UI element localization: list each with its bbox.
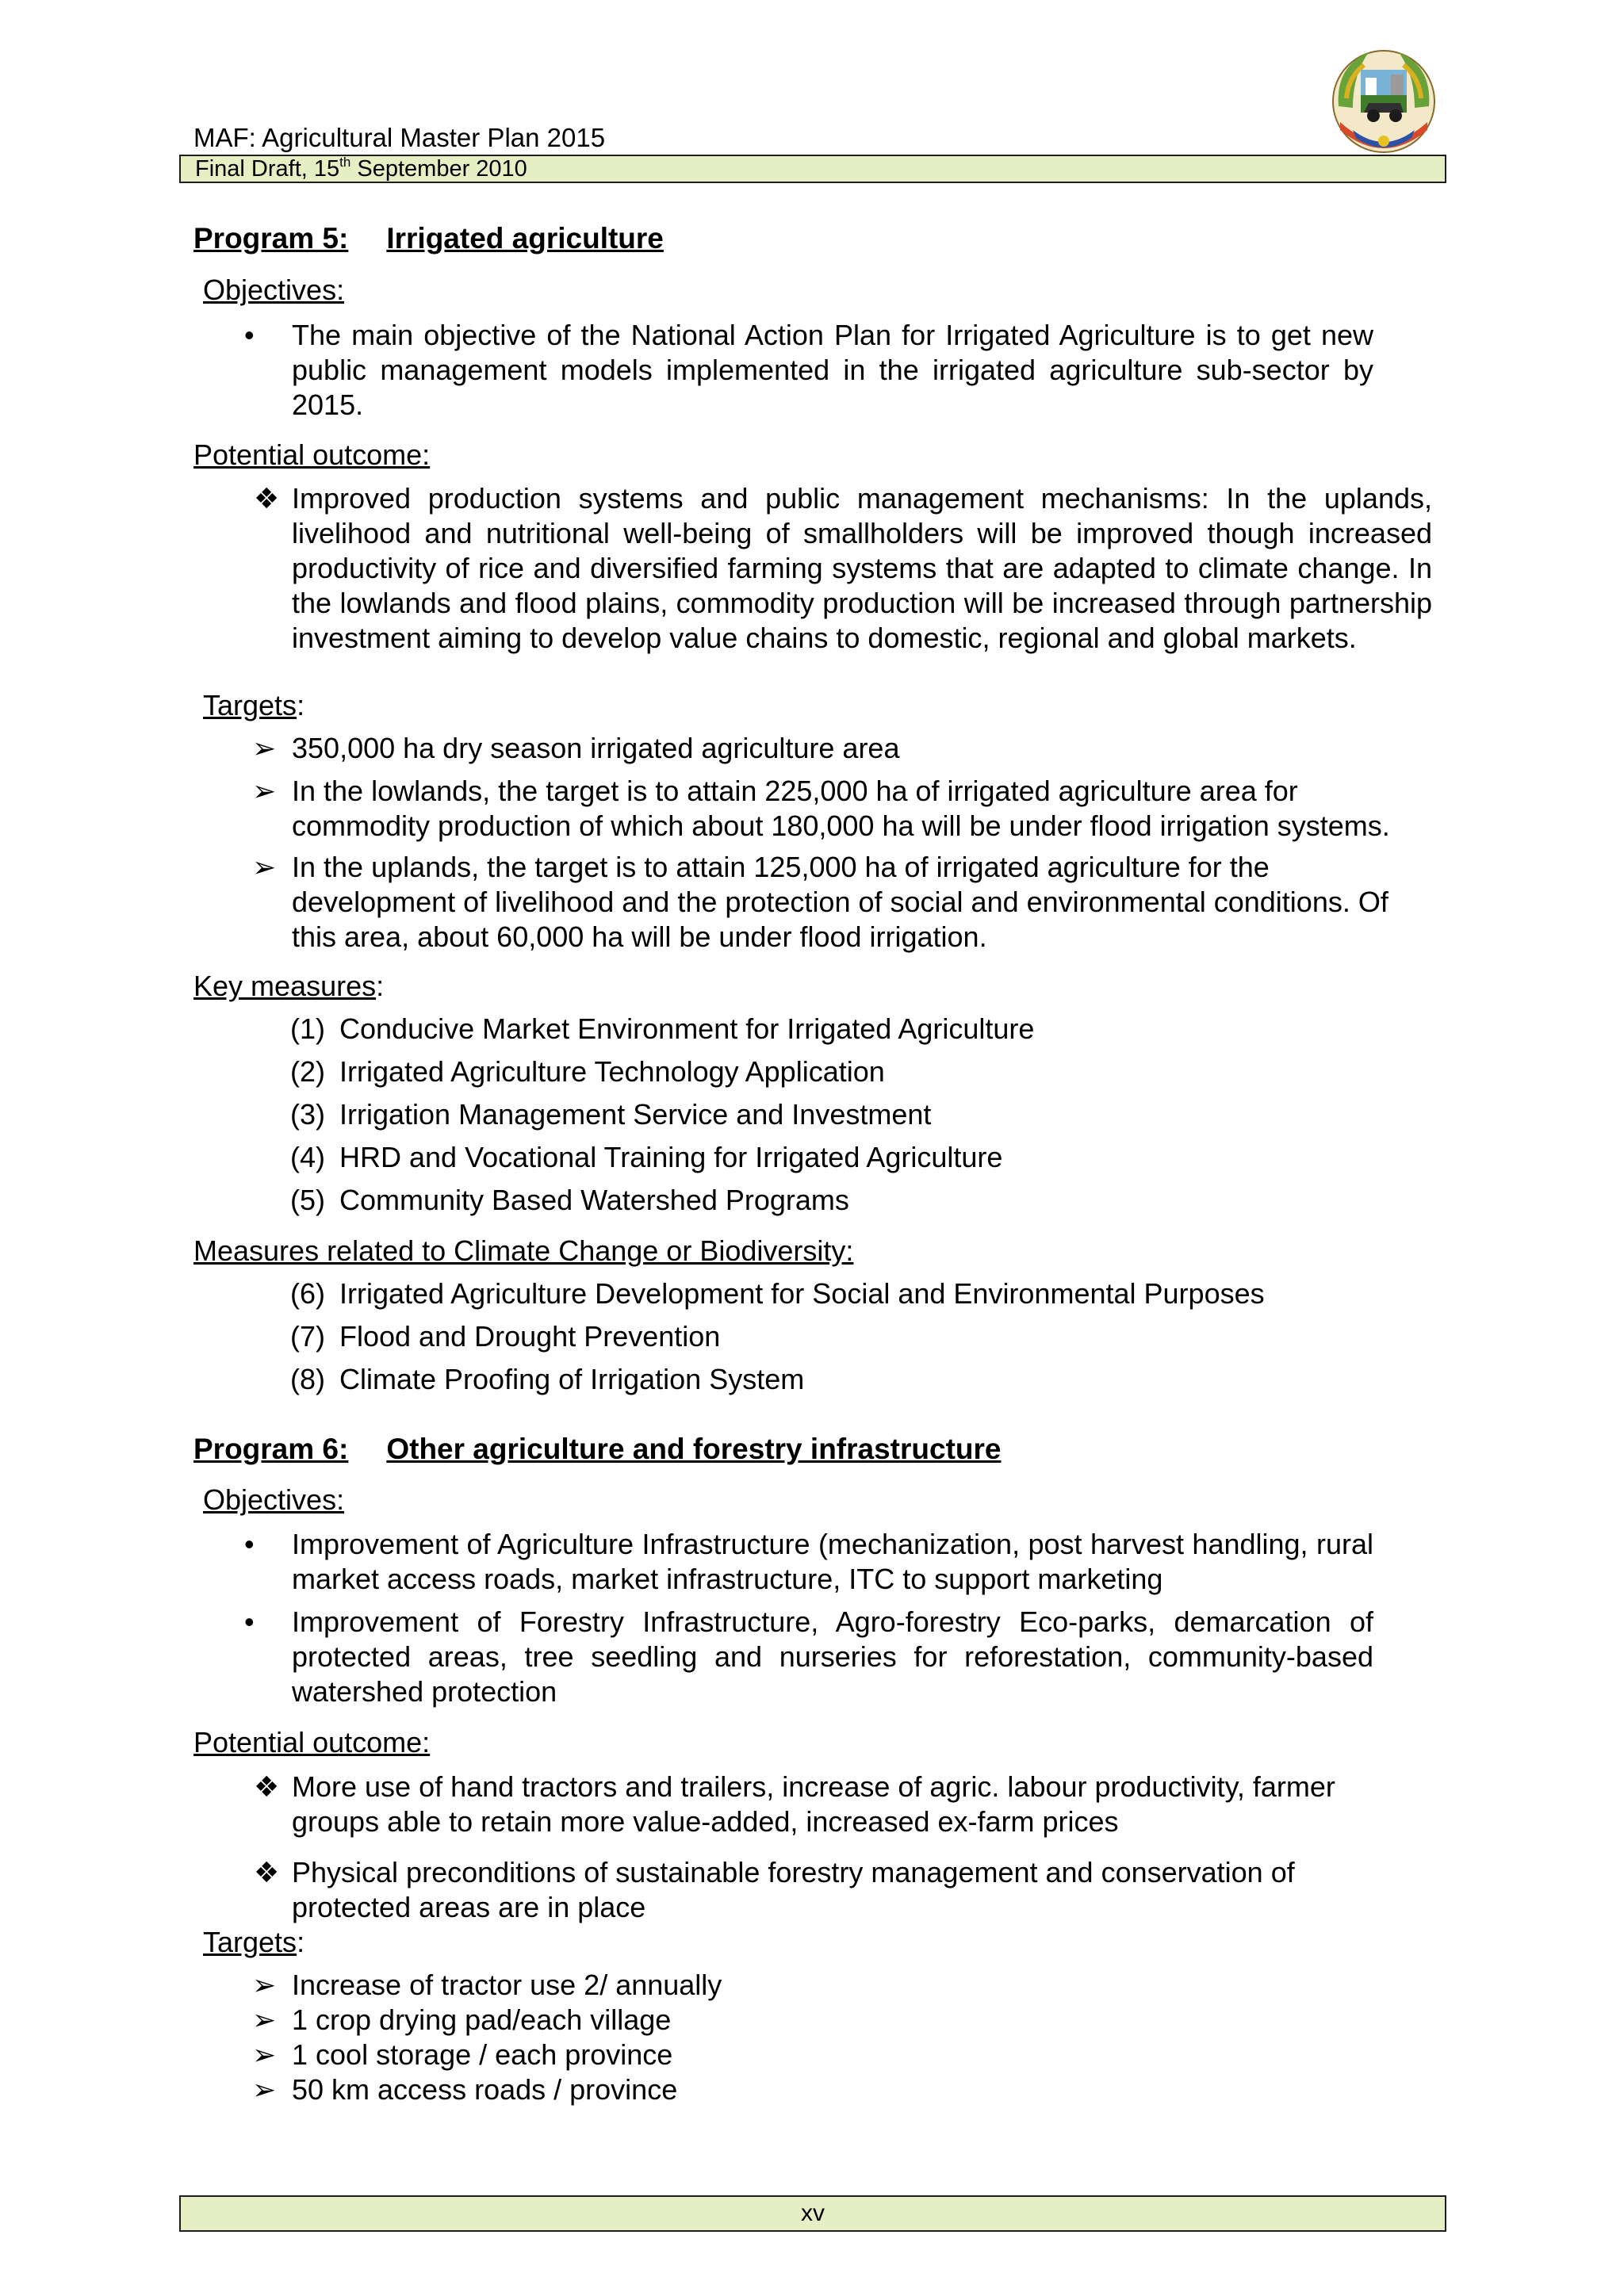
program6-number: Program 6: bbox=[193, 1433, 349, 1465]
p6-objective-1: Improvement of Agriculture Infrastructure (mechanization, post harvest handling, rural market access roads, market infrastructure, ITC to support marketing bbox=[292, 1528, 1373, 1595]
program5-number: Program 5: bbox=[193, 222, 349, 254]
p5-targets-label-row bbox=[203, 688, 304, 723]
p5-arrow-icon-3: ➢ bbox=[252, 851, 277, 883]
p5-measure-2-text: Irrigated Agriculture Technology Application bbox=[339, 1055, 885, 1088]
p5-bullet-icon: • bbox=[244, 319, 255, 351]
p5-measure-4-num: (4) bbox=[290, 1141, 325, 1173]
p5-measure-8 bbox=[290, 1362, 804, 1397]
footer-page-number: xv bbox=[179, 2195, 1446, 2232]
p5-target-1: 350,000 ha dry season irrigated agriculture area bbox=[292, 732, 900, 764]
p5-measure-5 bbox=[290, 1183, 849, 1218]
p5-target-2: In the lowlands, the target is to attain 225,000 ha of irrigated agriculture area for commodity production of which about 180,000 ha will be under flood irrigation systems. bbox=[292, 775, 1390, 842]
header-draft-band bbox=[179, 155, 1446, 183]
p5-measure-4 bbox=[290, 1140, 1002, 1175]
p5-measure-7-text: Flood and Drought Prevention bbox=[339, 1320, 721, 1353]
p6-outcome-2: Physical preconditions of sustainable forestry management and conservation of protected areas are in place bbox=[292, 1856, 1295, 1923]
p6-target-3: 1 cool storage / each province bbox=[292, 2038, 673, 2071]
p5-objective-1: The main objective of the National Action Plan for Irrigated Agriculture is to get new public management models implemented in the irrigated agriculture sub-sector by 2015. bbox=[292, 319, 1373, 421]
p5-measure-2 bbox=[290, 1054, 885, 1089]
p5-climate-label: Measures related to Climate Change or Biodiversity: bbox=[193, 1234, 854, 1267]
p5-measures-label: Key measures bbox=[193, 970, 377, 1002]
draft-prefix: Final Draft, 15 bbox=[195, 156, 340, 182]
p6-arrow-icon-3: ➢ bbox=[252, 2038, 277, 2071]
p6-outcome-label: Potential outcome: bbox=[193, 1726, 431, 1758]
p5-outcome-1-text: Improved production systems and public management mechanisms: In the uplands, livelihood and nutritional well-being of smallholders will be improved though increased productivity of rice and diversified farming systems that are adapted to climate change. In the lowlands and flood plains, commodity production will be increased through partnership investment aiming to develop value chains to domestic, regional and global markets. bbox=[292, 482, 1432, 654]
program6-name: Other agriculture and forestry infrastructure bbox=[386, 1433, 1002, 1465]
p5-measure-6 bbox=[290, 1276, 1265, 1311]
p6-targets-label: Targets bbox=[203, 1926, 297, 1958]
p5-measure-3-num: (3) bbox=[290, 1098, 325, 1131]
header-title: MAF: Agricultural Master Plan 2015 bbox=[193, 123, 606, 152]
p5-targets-colon: : bbox=[297, 689, 305, 721]
p6-bullet-icon-2: • bbox=[244, 1605, 255, 1638]
draft-suffix: September 2010 bbox=[350, 156, 527, 182]
p5-outcome-1 bbox=[292, 481, 1432, 656]
p6-objectives-label: Objectives: bbox=[203, 1483, 345, 1516]
p6-bullet-icon-1: • bbox=[244, 1528, 255, 1560]
p5-measure-5-text: Community Based Watershed Programs bbox=[339, 1184, 849, 1216]
p5-measure-4-text: HRD and Vocational Training for Irrigated Agriculture bbox=[339, 1141, 1003, 1173]
p5-targets-label: Targets bbox=[203, 689, 297, 721]
p5-measure-6-num: (6) bbox=[290, 1277, 325, 1310]
p5-measure-5-num: (5) bbox=[290, 1184, 325, 1216]
p6-diamond-icon-2: ❖ bbox=[254, 1856, 280, 1888]
program5-heading bbox=[193, 221, 664, 256]
p5-arrow-icon-2: ➢ bbox=[252, 775, 277, 807]
p5-measure-7 bbox=[290, 1319, 720, 1354]
p5-measure-8-num: (8) bbox=[290, 1363, 325, 1395]
ministry-emblem-icon bbox=[1329, 43, 1438, 159]
p6-targets-colon: : bbox=[297, 1926, 305, 1958]
p6-target-1: Increase of tractor use 2/ annually bbox=[292, 1969, 722, 2001]
p5-diamond-icon: ❖ bbox=[254, 482, 280, 515]
p6-target-2: 1 crop drying pad/each village bbox=[292, 2003, 672, 2036]
p5-arrow-icon-1: ➢ bbox=[252, 732, 277, 764]
draft-sup: th bbox=[339, 155, 351, 170]
p5-measure-1-text: Conducive Market Environment for Irrigated Agriculture bbox=[339, 1012, 1035, 1045]
p6-outcome-1: More use of hand tractors and trailers, increase of agric. labour productivity, farmer groups able to retain more value-added, increased ex-farm prices bbox=[292, 1770, 1335, 1838]
p6-target-4: 50 km access roads / province bbox=[292, 2073, 678, 2106]
p5-measures-label-row bbox=[193, 969, 384, 1004]
p5-measure-3-text: Irrigation Management Service and Investment bbox=[339, 1098, 932, 1131]
p6-arrow-icon-1: ➢ bbox=[252, 1969, 277, 2001]
p5-measure-1 bbox=[290, 1012, 1034, 1047]
p6-diamond-icon-1: ❖ bbox=[254, 1770, 280, 1803]
p5-outcome-label: Potential outcome: bbox=[193, 438, 431, 471]
p5-measure-8-text: Climate Proofing of Irrigation System bbox=[339, 1363, 805, 1395]
p5-measure-3 bbox=[290, 1097, 931, 1132]
p5-measure-6-text: Irrigated Agriculture Development for Social and Environmental Purposes bbox=[339, 1277, 1265, 1310]
p5-measures-colon: : bbox=[376, 970, 385, 1002]
p5-measure-1-num: (1) bbox=[290, 1012, 325, 1045]
p6-objective-2: Improvement of Forestry Infrastructure, Agro-forestry Eco-parks, demarcation of protected areas, tree seedling and nurseries for reforestation, community-based watershed protection bbox=[292, 1605, 1373, 1708]
p5-target-3: In the uplands, the target is to attain 125,000 ha of irrigated agriculture for the development of livelihood and the protection of social and environmental conditions. Of this area, about 60,000 ha will be under flood irrigation. bbox=[292, 851, 1388, 953]
p5-measure-7-num: (7) bbox=[290, 1320, 325, 1353]
p6-arrow-icon-2: ➢ bbox=[252, 2003, 277, 2036]
program5-name: Irrigated agriculture bbox=[386, 222, 664, 254]
p5-objectives-label: Objectives: bbox=[203, 274, 345, 306]
p6-arrow-icon-4: ➢ bbox=[252, 2073, 277, 2106]
p5-measure-2-num: (2) bbox=[290, 1055, 325, 1088]
p6-targets-label-row bbox=[203, 1925, 304, 1960]
program6-heading bbox=[193, 1432, 1001, 1467]
